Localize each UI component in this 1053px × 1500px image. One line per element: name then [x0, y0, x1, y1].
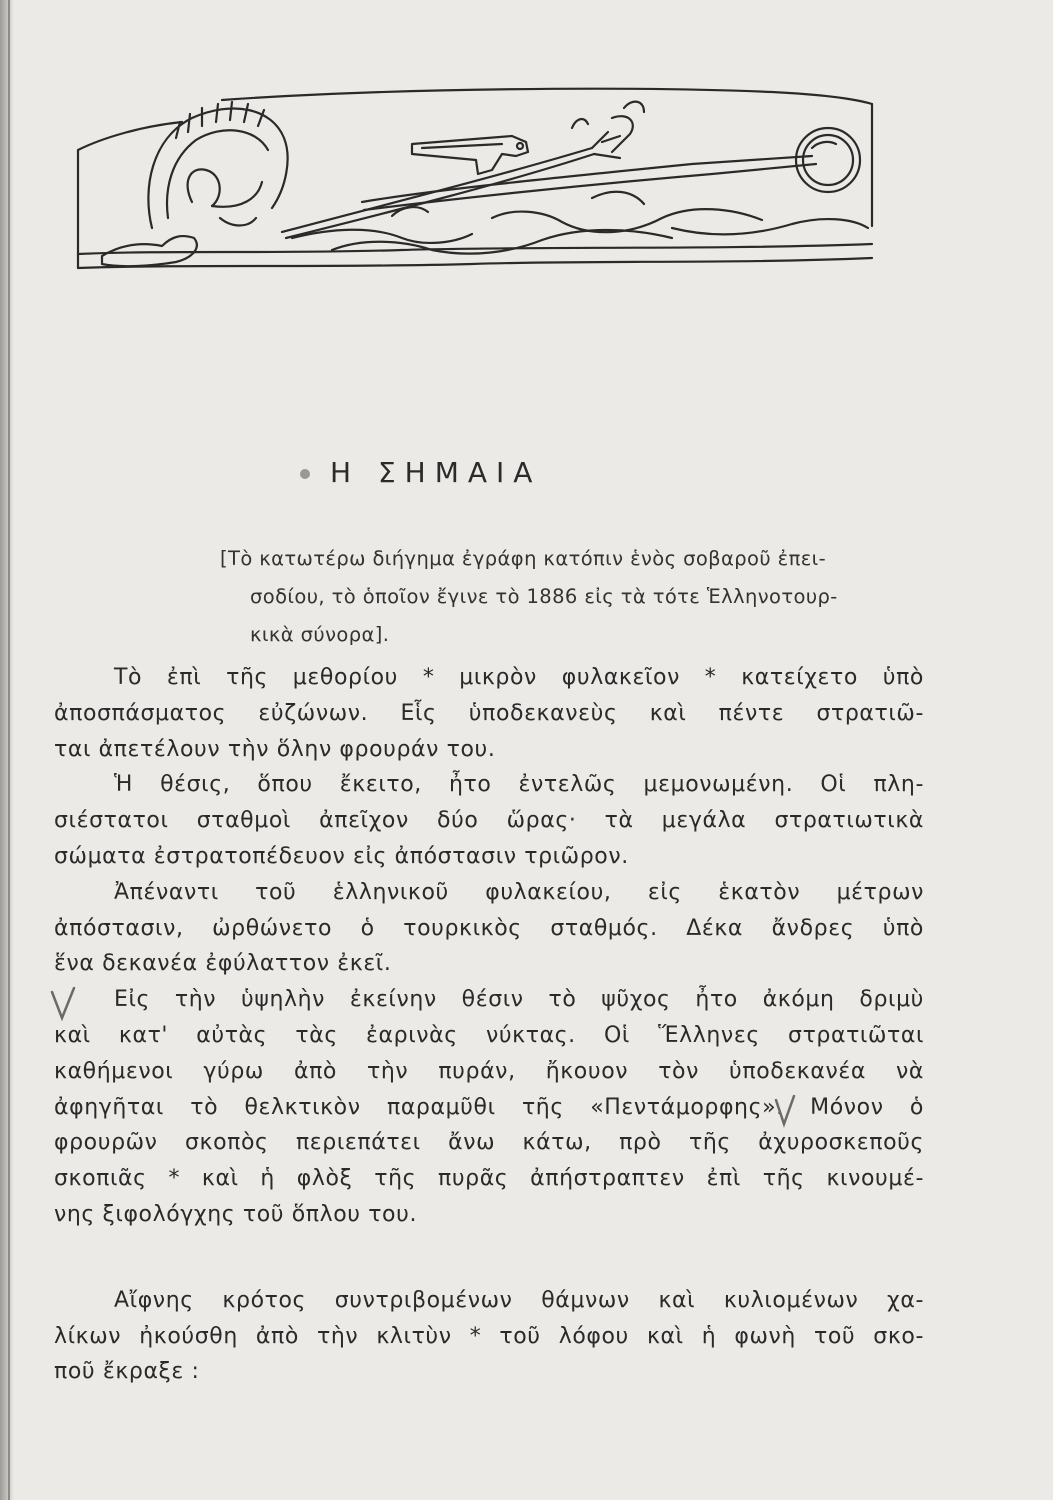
text-line: λίκων ἠκούσθη ἀπὸ τὴν κλιτὺν * τοῦ λόφου καὶ ἡ φωνὴ τοῦ σκο- [54, 1323, 924, 1349]
text-line: ποῦ ἔκραξε : [54, 1359, 200, 1385]
page-title [300, 456, 720, 489]
shield-icon [796, 128, 860, 192]
paragraph-gap [54, 1233, 924, 1283]
page-binding-edge [0, 0, 14, 1500]
paragraph [54, 767, 924, 874]
text-line: καθήμενοι γύρω ἀπὸ τὴν πυράν, ἤκουον τὸν ὑποδεκανέα νὰ [54, 1058, 924, 1084]
text-line: ἀπόστασιν, ὠρθώνετο ὁ τουρκικὸς σταθμός. Δέκα ἄνδρες ὑπὸ [54, 915, 924, 941]
text-line: ται ἀπετέλουν τὴν ὅλην φρουράν του. [54, 736, 496, 762]
text-line: Ἡ θέσις, ὅπου ἔκειτο, ἦτο ἐντελῶς μεμονωμένη. Οἱ πλη- [114, 772, 924, 798]
text-line: Ἀπέναντι τοῦ ἑλληνικοῦ φυλακείου, εἰς ἑκατὸν μέτρων [114, 879, 924, 905]
helmet-icon [102, 102, 288, 266]
pencil-checkmark-icon [48, 984, 78, 1024]
editorial-note [220, 540, 930, 654]
paragraph [54, 660, 924, 767]
text-line: σιέστατοι σταθμοὶ ἀπεῖχον δύο ὥρας· τὰ μεγάλα στρατιωτικὰ [54, 808, 924, 834]
text-line: Εἰς τὴν ὑψηλὴν ἐκείνην θέσιν τὸ ψῦχος ἦτο ἀκόμη δριμὺ [114, 987, 924, 1013]
text-line: Αἴφνης κρότος συντριβομένων θάμνων καὶ κυλιομένων χα- [114, 1287, 924, 1313]
text-line: φρουρῶν σκοπὸς περιεπάτει ἄνω κάτω, πρὸ τῆς ἀχυροσκεποῦς [54, 1130, 924, 1156]
note-line: κικὰ σύνορα]. [250, 623, 390, 646]
text-line: ἀφηγῆται τὸ θελκτικὸν παραμῦθι τῆς «Πεντάμορφης». Μόνον ὁ [54, 1094, 924, 1120]
sword-icon [282, 119, 620, 238]
ornament-frame-top [222, 89, 872, 104]
text-line: ἀποσπάσματος εὐζώνων. Εἷς ὑποδεκανεὺς καὶ πέντε στρατιῶ- [54, 700, 924, 726]
weapons-ornament-illustration [72, 78, 878, 274]
story-body [54, 660, 924, 1390]
paragraph [54, 875, 924, 982]
text-line: νης ξιφολόγχης τοῦ ὅπλου του. [54, 1201, 418, 1227]
pencil-checkmark-icon [772, 1094, 798, 1130]
ink-spot-icon [300, 469, 310, 479]
note-line: [Τὸ κατωτέρω διήγημα ἐγράφη κατόπιν ἑνὸς σοβαροῦ ἐπει- [220, 547, 827, 570]
ornament-ground [78, 258, 872, 268]
text-line: σκοπιᾶς * καὶ ἡ φλὸξ τῆς πυρᾶς ἀπήστραπτεν ἐπὶ τῆς κινουμέ- [54, 1166, 924, 1192]
text-line: καὶ κατ' αὐτὰς τὰς ἐαρινὰς νύκτας. Οἱ Ἕλληνες στρατιῶται [54, 1022, 924, 1048]
paragraph [54, 1283, 924, 1390]
text-line: σώματα ἐστρατοπέδευον εἰς ἀπόστασιν τριῶρον. [54, 843, 629, 869]
drapery-ribbons [292, 192, 868, 254]
text-line: Τὸ ἐπὶ τῆς μεθορίου * μικρὸν φυλακεῖον * κατείχετο ὑπὸ [114, 665, 924, 690]
page-title-text: Η ΣΗΜΑΙΑ [330, 456, 542, 489]
page-binding-line [8, 0, 10, 1500]
note-line: σοδίου, τὸ ὁποῖον ἔγινε τὸ 1886 εἰς τὰ τότε Ἑλληνοτουρ- [250, 585, 838, 608]
pistol-icon [412, 136, 528, 174]
text-line: ἕνα δεκανέα ἐφύλαττον ἐκεῖ. [54, 951, 392, 977]
